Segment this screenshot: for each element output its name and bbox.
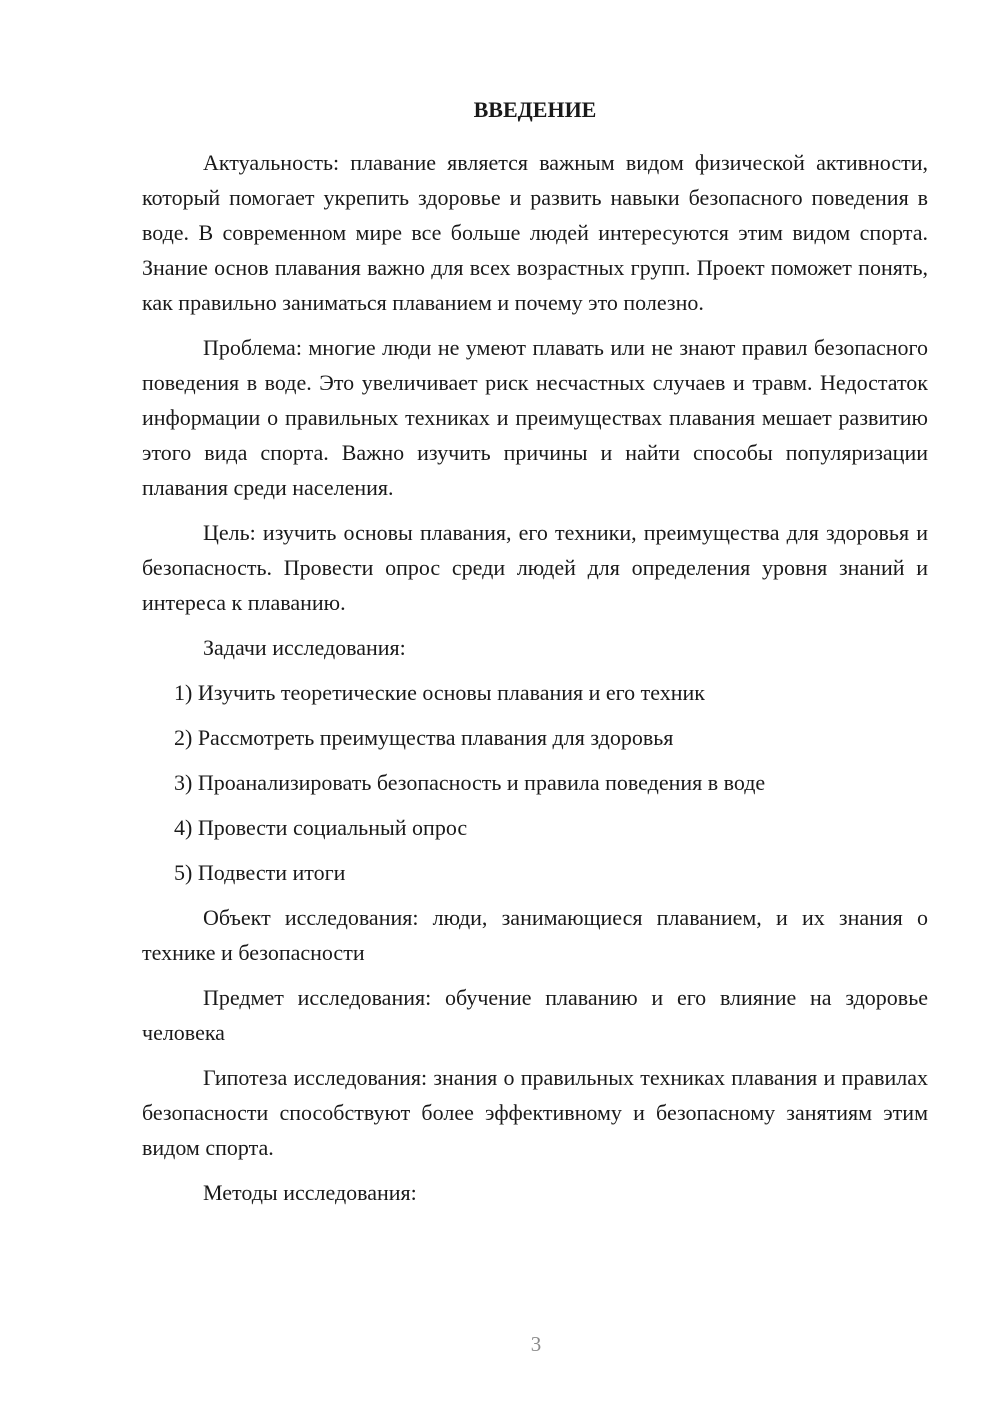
problem-paragraph: Проблема: многие люди не умеют плавать или не знают правил безопасного поведения в воде. Это увеличивает риск несчастных случаев и травм. Недостаток информации о правильных техниках и преимуществах плавания мешает развитию этого вида спорта. Важно изучить причины и найти способы популяризации плавания среди населения. xyxy=(142,335,928,500)
relevance-paragraph: Актуальность: плавание является важным видом физической активности, который помогает укрепить здоровье и развить навыки безопасного поведения в воде. В современном мире все больше людей интересуются этим видом спорта. Знание основ плавания важно для всех возрастных групп. Проект поможет понять, как правильно заниматься плаванием и почему это полезно. xyxy=(142,150,928,315)
page-number: 3 xyxy=(530,1332,542,1356)
object-paragraph: Объект исследования: люди, занимающиеся плаванием, и их знания о технике и безопасности xyxy=(142,905,928,965)
task-item: 1) Изучить теоретические основы плавания и его техник xyxy=(174,680,705,705)
methods-title: Методы исследования: xyxy=(203,1180,417,1205)
document-page xyxy=(142,95,928,1220)
task-item: 3) Проанализировать безопасность и правила поведения в воде xyxy=(174,770,766,795)
tasks-list xyxy=(142,675,928,890)
goal-paragraph: Цель: изучить основы плавания, его техники, преимущества для здоровья и безопасность. Провести опрос среди людей для определения уровня знаний и интереса к плаванию. xyxy=(142,520,928,615)
tasks-title: Задачи исследования: xyxy=(203,635,406,660)
section-heading: ВВЕДЕНИЕ xyxy=(473,97,597,122)
task-item: 2) Рассмотреть преимущества плавания для здоровья xyxy=(174,725,674,750)
task-item: 4) Провести социальный опрос xyxy=(174,815,468,840)
subject-paragraph: Предмет исследования: обучение плаванию и его влияние на здоровье человека xyxy=(142,985,928,1045)
hypothesis-paragraph: Гипотеза исследования: знания о правильных техниках плавания и правилах безопасности способствуют более эффективному и безопасному занятиям этим видом спорта. xyxy=(142,1065,928,1160)
task-item: 5) Подвести итоги xyxy=(174,860,346,885)
